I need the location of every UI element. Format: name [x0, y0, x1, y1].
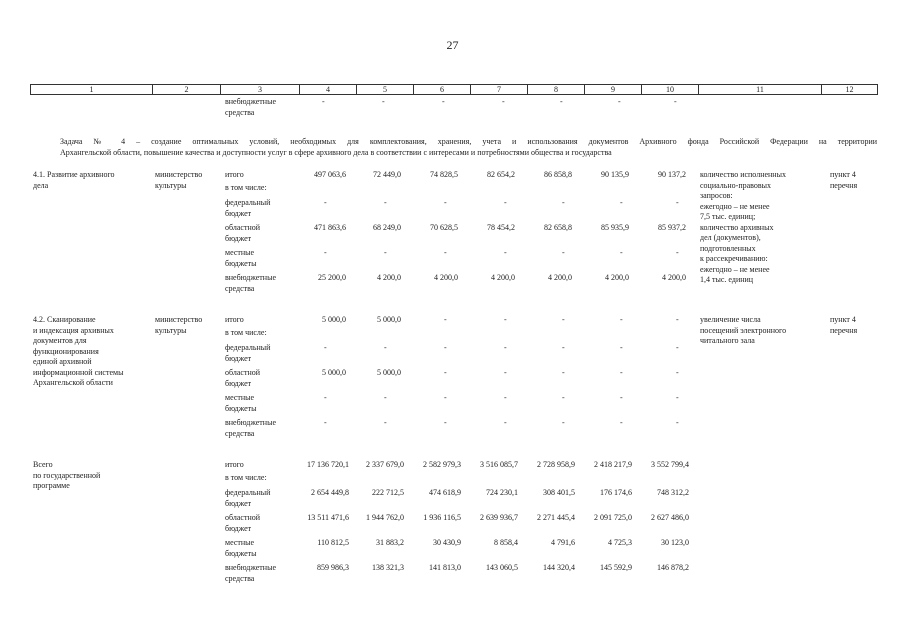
dash-cell: - [444, 368, 447, 377]
dash-cell: - [444, 315, 447, 324]
row-label: областной [225, 368, 261, 377]
row-label: средства [225, 283, 255, 293]
indicator: социально-правовых [700, 180, 772, 190]
row-label: внебюджетные [225, 563, 276, 572]
value-cell: 4 725,3 [608, 538, 632, 547]
value-cell: 82 654,2 [487, 170, 515, 179]
dash-cell: - [444, 393, 447, 402]
value-cell: 5 000,0 [377, 368, 401, 377]
row-label: областной [225, 223, 261, 232]
indicator: дел (документов), [700, 233, 761, 242]
dash-cell: - [562, 315, 565, 324]
reference: перечня [830, 180, 858, 190]
row-label: бюджеты [225, 548, 257, 558]
dash-cell: - [444, 198, 447, 207]
value-cell: 72 449,0 [373, 170, 401, 179]
value-cell: 25 200,0 [318, 273, 346, 282]
row-label: итого [225, 315, 244, 324]
value-cell: 5 000,0 [322, 368, 346, 377]
value-cell: 176 174,6 [600, 488, 632, 497]
column-number: 12 [822, 85, 878, 95]
dash-cell: - [676, 315, 679, 324]
dash-cell: - [504, 393, 507, 402]
column-number-header [30, 84, 878, 95]
dash-cell: - [444, 248, 447, 257]
section-name: функционирования [33, 346, 99, 356]
value-cell: 143 060,5 [486, 563, 518, 572]
value-cell: 471 863,6 [314, 223, 346, 232]
value-cell: 748 312,2 [657, 488, 689, 497]
column-number: 5 [357, 85, 414, 95]
value-cell: 85 935,9 [601, 223, 629, 232]
dash-cell: - [562, 393, 565, 402]
dash-cell: - [384, 393, 387, 402]
dash-cell: - [384, 418, 387, 427]
dash-cell: - [676, 368, 679, 377]
dash-cell: - [562, 343, 565, 352]
indicator: количество архивных [700, 222, 774, 232]
row-label: в том числе: [225, 183, 267, 192]
value-cell: 70 628,5 [430, 223, 458, 232]
row-label: итого [225, 170, 244, 179]
row-label: бюджет [225, 378, 252, 388]
executor: министерство [155, 170, 203, 179]
dash-cell: - [504, 418, 507, 427]
dash-cell: - [620, 248, 623, 257]
value-cell: 474 618,9 [429, 488, 461, 497]
section-name: программе [33, 481, 70, 490]
dash-cell: - [562, 418, 565, 427]
dash-cell: - [384, 198, 387, 207]
value-cell: 2 418 217,9 [594, 460, 632, 469]
value-cell: 2 728 958,9 [537, 460, 575, 469]
value-cell: 724 230,1 [486, 488, 518, 497]
dash-cell: - [676, 418, 679, 427]
indicator: 7,5 тыс. единиц; [700, 212, 756, 221]
column-number: 2 [153, 85, 221, 95]
column-number: 11 [699, 85, 822, 95]
section-name: дела [33, 180, 49, 190]
reference: перечня [830, 325, 858, 335]
reference: пункт 4 [830, 315, 856, 324]
dash-cell: - [562, 198, 565, 207]
column-number: 3 [221, 85, 300, 95]
executor: культуры [155, 325, 187, 335]
value-cell: 17 136 720,1 [307, 460, 349, 469]
dash-cell: - [324, 418, 327, 427]
dash-cell: - [384, 343, 387, 352]
value-cell: 30 123,0 [661, 538, 689, 547]
row-label: бюджет [225, 233, 252, 243]
dash-cell: - [620, 418, 623, 427]
dash-cell: - [444, 343, 447, 352]
value-cell: 141 813,0 [429, 563, 461, 572]
row-label: бюджет [225, 498, 252, 508]
task-line: Задача № 4 – создание оптимальных условий, необходимых для комплектования, хранения, учета и использования документов Архивного фонда Российской Федерации на территории [60, 137, 877, 146]
row-label: внебюджетные [225, 418, 276, 427]
dash-cell: - [620, 368, 623, 377]
row-label: средства [225, 428, 255, 438]
dash-cell: - [676, 393, 679, 402]
dash-cell: - [502, 97, 505, 106]
indicator: ежегодно – не менее [700, 264, 770, 274]
value-cell: 30 430,9 [433, 538, 461, 547]
value-cell: 8 858,4 [494, 538, 518, 547]
dash-cell: - [620, 343, 623, 352]
value-cell: 1 944 762,0 [366, 513, 404, 522]
dash-cell: - [562, 368, 565, 377]
section-name: 4.2. Сканирование [33, 315, 96, 324]
value-cell: 1 936 116,5 [423, 513, 461, 522]
dash-cell: - [324, 343, 327, 352]
dash-cell: - [620, 393, 623, 402]
dash-cell: - [504, 248, 507, 257]
column-number: 10 [642, 85, 699, 95]
section-name: и индексация архивных [33, 325, 114, 335]
dash-cell: - [442, 97, 445, 106]
dash-cell: - [676, 343, 679, 352]
dash-cell: - [322, 97, 325, 106]
task-description [60, 136, 877, 158]
column-number: 8 [528, 85, 585, 95]
dash-cell: - [504, 343, 507, 352]
value-cell: 2 639 936,7 [480, 513, 518, 522]
value-cell: 2 271 445,4 [537, 513, 575, 522]
section-name: по государственной [33, 470, 101, 480]
dash-cell: - [324, 248, 327, 257]
value-cell: 2 582 979,3 [423, 460, 461, 469]
row-label: федеральный [225, 488, 271, 497]
dash-cell: - [562, 248, 565, 257]
indicator: количество исполненных [700, 170, 786, 179]
dash-cell: - [324, 393, 327, 402]
value-cell: 5 000,0 [377, 315, 401, 324]
row-label: федеральный [225, 198, 271, 207]
indicator: читального зала [700, 336, 755, 345]
row-label: бюджет [225, 208, 252, 218]
section-name: 4.1. Развитие архивного [33, 170, 115, 179]
indicator: посещений электронного [700, 325, 787, 335]
indicator: 1,4 тыс. единиц [700, 275, 754, 284]
value-cell: 4 200,0 [548, 273, 572, 282]
value-cell: 2 091 725,0 [594, 513, 632, 522]
reference: пункт 4 [830, 170, 856, 179]
section-name: Архангельской области [33, 378, 113, 387]
row-label: местные [225, 538, 255, 547]
row-label: в том числе: [225, 473, 267, 482]
value-cell: 146 878,2 [657, 563, 689, 572]
value-cell: 2 337 679,0 [366, 460, 404, 469]
row-label: бюджеты [225, 258, 257, 268]
dash-cell: - [382, 97, 385, 106]
value-cell: 85 937,2 [658, 223, 686, 232]
indicator: запросов: [700, 191, 733, 200]
value-cell: 138 321,3 [372, 563, 404, 572]
dash-cell: - [620, 198, 623, 207]
dash-cell: - [674, 97, 677, 106]
value-cell: 4 200,0 [605, 273, 629, 282]
section-name: информационной системы [33, 367, 124, 377]
indicator: к рассекречиванию: [700, 254, 768, 263]
value-cell: 4 791,6 [551, 538, 575, 547]
dash-cell: - [676, 198, 679, 207]
row-label: средства [225, 573, 255, 583]
value-cell: 4 200,0 [377, 273, 401, 282]
row-label: внебюджетные [225, 273, 276, 282]
column-number: 7 [471, 85, 528, 95]
value-cell: 4 200,0 [491, 273, 515, 282]
value-cell: 145 592,9 [600, 563, 632, 572]
row-label: бюджет [225, 353, 252, 363]
indicator: увеличение числа [700, 315, 761, 324]
value-cell: 13 511 471,6 [307, 513, 349, 522]
value-cell: 2 627 486,0 [651, 513, 689, 522]
value-cell: 82 658,8 [544, 223, 572, 232]
dash-cell: - [560, 97, 563, 106]
column-number: 1 [31, 85, 153, 95]
executor: министерство [155, 315, 203, 324]
value-cell: 2 654 449,8 [311, 488, 349, 497]
value-cell: 497 063,6 [314, 170, 346, 179]
dash-cell: - [504, 368, 507, 377]
dash-cell: - [504, 198, 507, 207]
dash-cell: - [676, 248, 679, 257]
row-label: итого [225, 460, 244, 469]
value-cell: 4 200,0 [662, 273, 686, 282]
value-cell: 90 135,9 [601, 170, 629, 179]
column-number: 6 [414, 85, 471, 95]
task-line: Архангельской области, повышение качества и доступности услуг в сфере архивного дела в соответствии с интересами и потребностями общества и государства [60, 148, 612, 157]
executor: культуры [155, 180, 187, 190]
section-name: единой архивной [33, 357, 92, 366]
value-cell: 110 812,5 [317, 538, 349, 547]
section-name: документов для [33, 336, 87, 345]
row-label: бюджет [225, 523, 252, 533]
dash-cell: - [504, 315, 507, 324]
value-cell: 86 858,8 [544, 170, 572, 179]
value-cell: 308 401,5 [543, 488, 575, 497]
value-cell: 78 454,2 [487, 223, 515, 232]
value-cell: 3 552 799,4 [651, 460, 689, 469]
page-number: 27 [446, 38, 459, 52]
value-cell: 68 249,0 [373, 223, 401, 232]
row-label: областной [225, 513, 261, 522]
dash-cell: - [444, 418, 447, 427]
row-label: внебюджетные [225, 97, 276, 106]
row-label: в том числе: [225, 328, 267, 337]
value-cell: 859 986,3 [317, 563, 349, 572]
value-cell: 90 137,2 [658, 170, 686, 179]
value-cell: 4 200,0 [434, 273, 458, 282]
value-cell: 222 712,5 [372, 488, 404, 497]
section-name: Всего [33, 460, 53, 469]
dash-cell: - [384, 248, 387, 257]
row-label: средства [225, 107, 255, 117]
column-number: 9 [585, 85, 642, 95]
indicator: ежегодно – не менее [700, 201, 770, 211]
dash-cell: - [618, 97, 621, 106]
indicator: подготовленных [700, 243, 756, 253]
column-number: 4 [300, 85, 357, 95]
dash-cell: - [620, 315, 623, 324]
value-cell: 31 883,2 [376, 538, 404, 547]
row-label: федеральный [225, 343, 271, 352]
dash-cell: - [324, 198, 327, 207]
row-label: местные [225, 248, 255, 257]
value-cell: 144 320,4 [543, 563, 575, 572]
value-cell: 3 516 085,7 [480, 460, 518, 469]
value-cell: 74 828,5 [430, 170, 458, 179]
value-cell: 5 000,0 [322, 315, 346, 324]
row-label: местные [225, 393, 255, 402]
row-label: бюджеты [225, 403, 257, 413]
